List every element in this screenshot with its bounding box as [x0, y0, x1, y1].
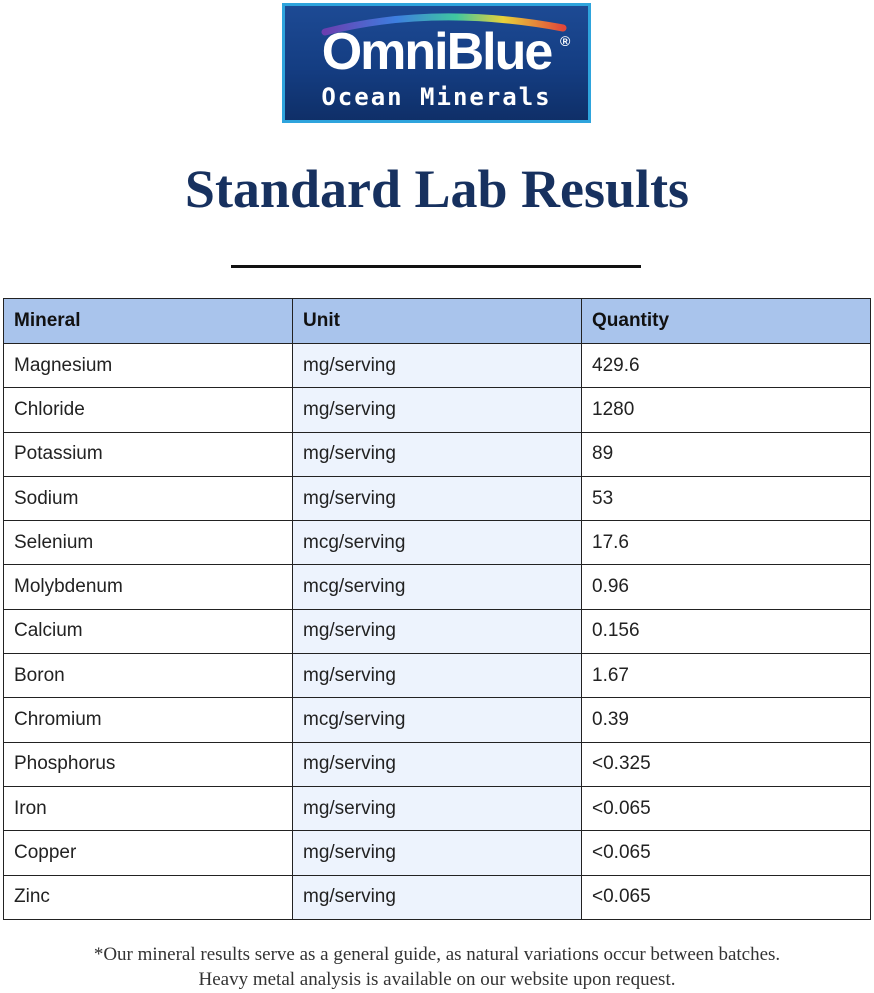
table-row [4, 654, 871, 698]
unit-cell: mcg/serving [293, 698, 582, 742]
mineral-cell: Selenium [4, 521, 293, 565]
unit-cell: mg/serving [293, 344, 582, 388]
quantity-cell: <0.065 [582, 875, 871, 919]
mineral-cell: Copper [4, 831, 293, 875]
quantity-cell: 0.39 [582, 698, 871, 742]
unit-cell: mg/serving [293, 388, 582, 432]
mineral-cell: Zinc [4, 875, 293, 919]
mineral-cell: Chloride [4, 388, 293, 432]
quantity-cell: 1280 [582, 388, 871, 432]
table-row [4, 432, 871, 476]
footnote [0, 942, 874, 992]
table-row [4, 388, 871, 432]
title-divider [231, 265, 641, 268]
mineral-cell: Calcium [4, 609, 293, 653]
mineral-cell: Sodium [4, 476, 293, 520]
minerals-table [3, 298, 871, 920]
unit-cell: mg/serving [293, 609, 582, 653]
table-row [4, 521, 871, 565]
brand-name: OmniBlue [321, 23, 552, 81]
table-row [4, 609, 871, 653]
quantity-cell: <0.065 [582, 786, 871, 830]
mineral-cell: Magnesium [4, 344, 293, 388]
mineral-cell: Molybdenum [4, 565, 293, 609]
mineral-cell: Phosphorus [4, 742, 293, 786]
mineral-cell: Iron [4, 786, 293, 830]
table-row [4, 476, 871, 520]
table-row [4, 786, 871, 830]
registered-mark: ® [560, 33, 571, 49]
column-header-quantity: Quantity [582, 299, 871, 344]
quantity-cell: 0.96 [582, 565, 871, 609]
brand-logo [282, 3, 591, 123]
mineral-cell: Potassium [4, 432, 293, 476]
unit-cell: mg/serving [293, 831, 582, 875]
quantity-cell: 1.67 [582, 654, 871, 698]
table-row [4, 565, 871, 609]
unit-cell: mg/serving [293, 786, 582, 830]
column-header-mineral: Mineral [4, 299, 293, 344]
unit-cell: mg/serving [293, 875, 582, 919]
quantity-cell: <0.325 [582, 742, 871, 786]
quantity-cell: 0.156 [582, 609, 871, 653]
table-row [4, 831, 871, 875]
page-title: Standard Lab Results [184, 159, 690, 219]
unit-cell: mg/serving [293, 654, 582, 698]
footnote-line-1: *Our mineral results serve as a general guide, as natural variations occur between batches. [93, 944, 781, 965]
column-header-unit: Unit [293, 299, 582, 344]
table-header-row [4, 299, 871, 344]
quantity-cell: 53 [582, 476, 871, 520]
unit-cell: mcg/serving [293, 521, 582, 565]
table-row [4, 742, 871, 786]
mineral-cell: Chromium [4, 698, 293, 742]
unit-cell: mg/serving [293, 476, 582, 520]
unit-cell: mg/serving [293, 432, 582, 476]
quantity-cell: 17.6 [582, 521, 871, 565]
quantity-cell: 429.6 [582, 344, 871, 388]
table-row [4, 875, 871, 919]
unit-cell: mg/serving [293, 742, 582, 786]
unit-cell: mcg/serving [293, 565, 582, 609]
quantity-cell: <0.065 [582, 831, 871, 875]
quantity-cell: 89 [582, 432, 871, 476]
brand-subtitle: Ocean Minerals [321, 83, 552, 111]
mineral-cell: Boron [4, 654, 293, 698]
table-row [4, 344, 871, 388]
table-row [4, 698, 871, 742]
footnote-line-2: Heavy metal analysis is available on our website upon request. [198, 969, 676, 990]
